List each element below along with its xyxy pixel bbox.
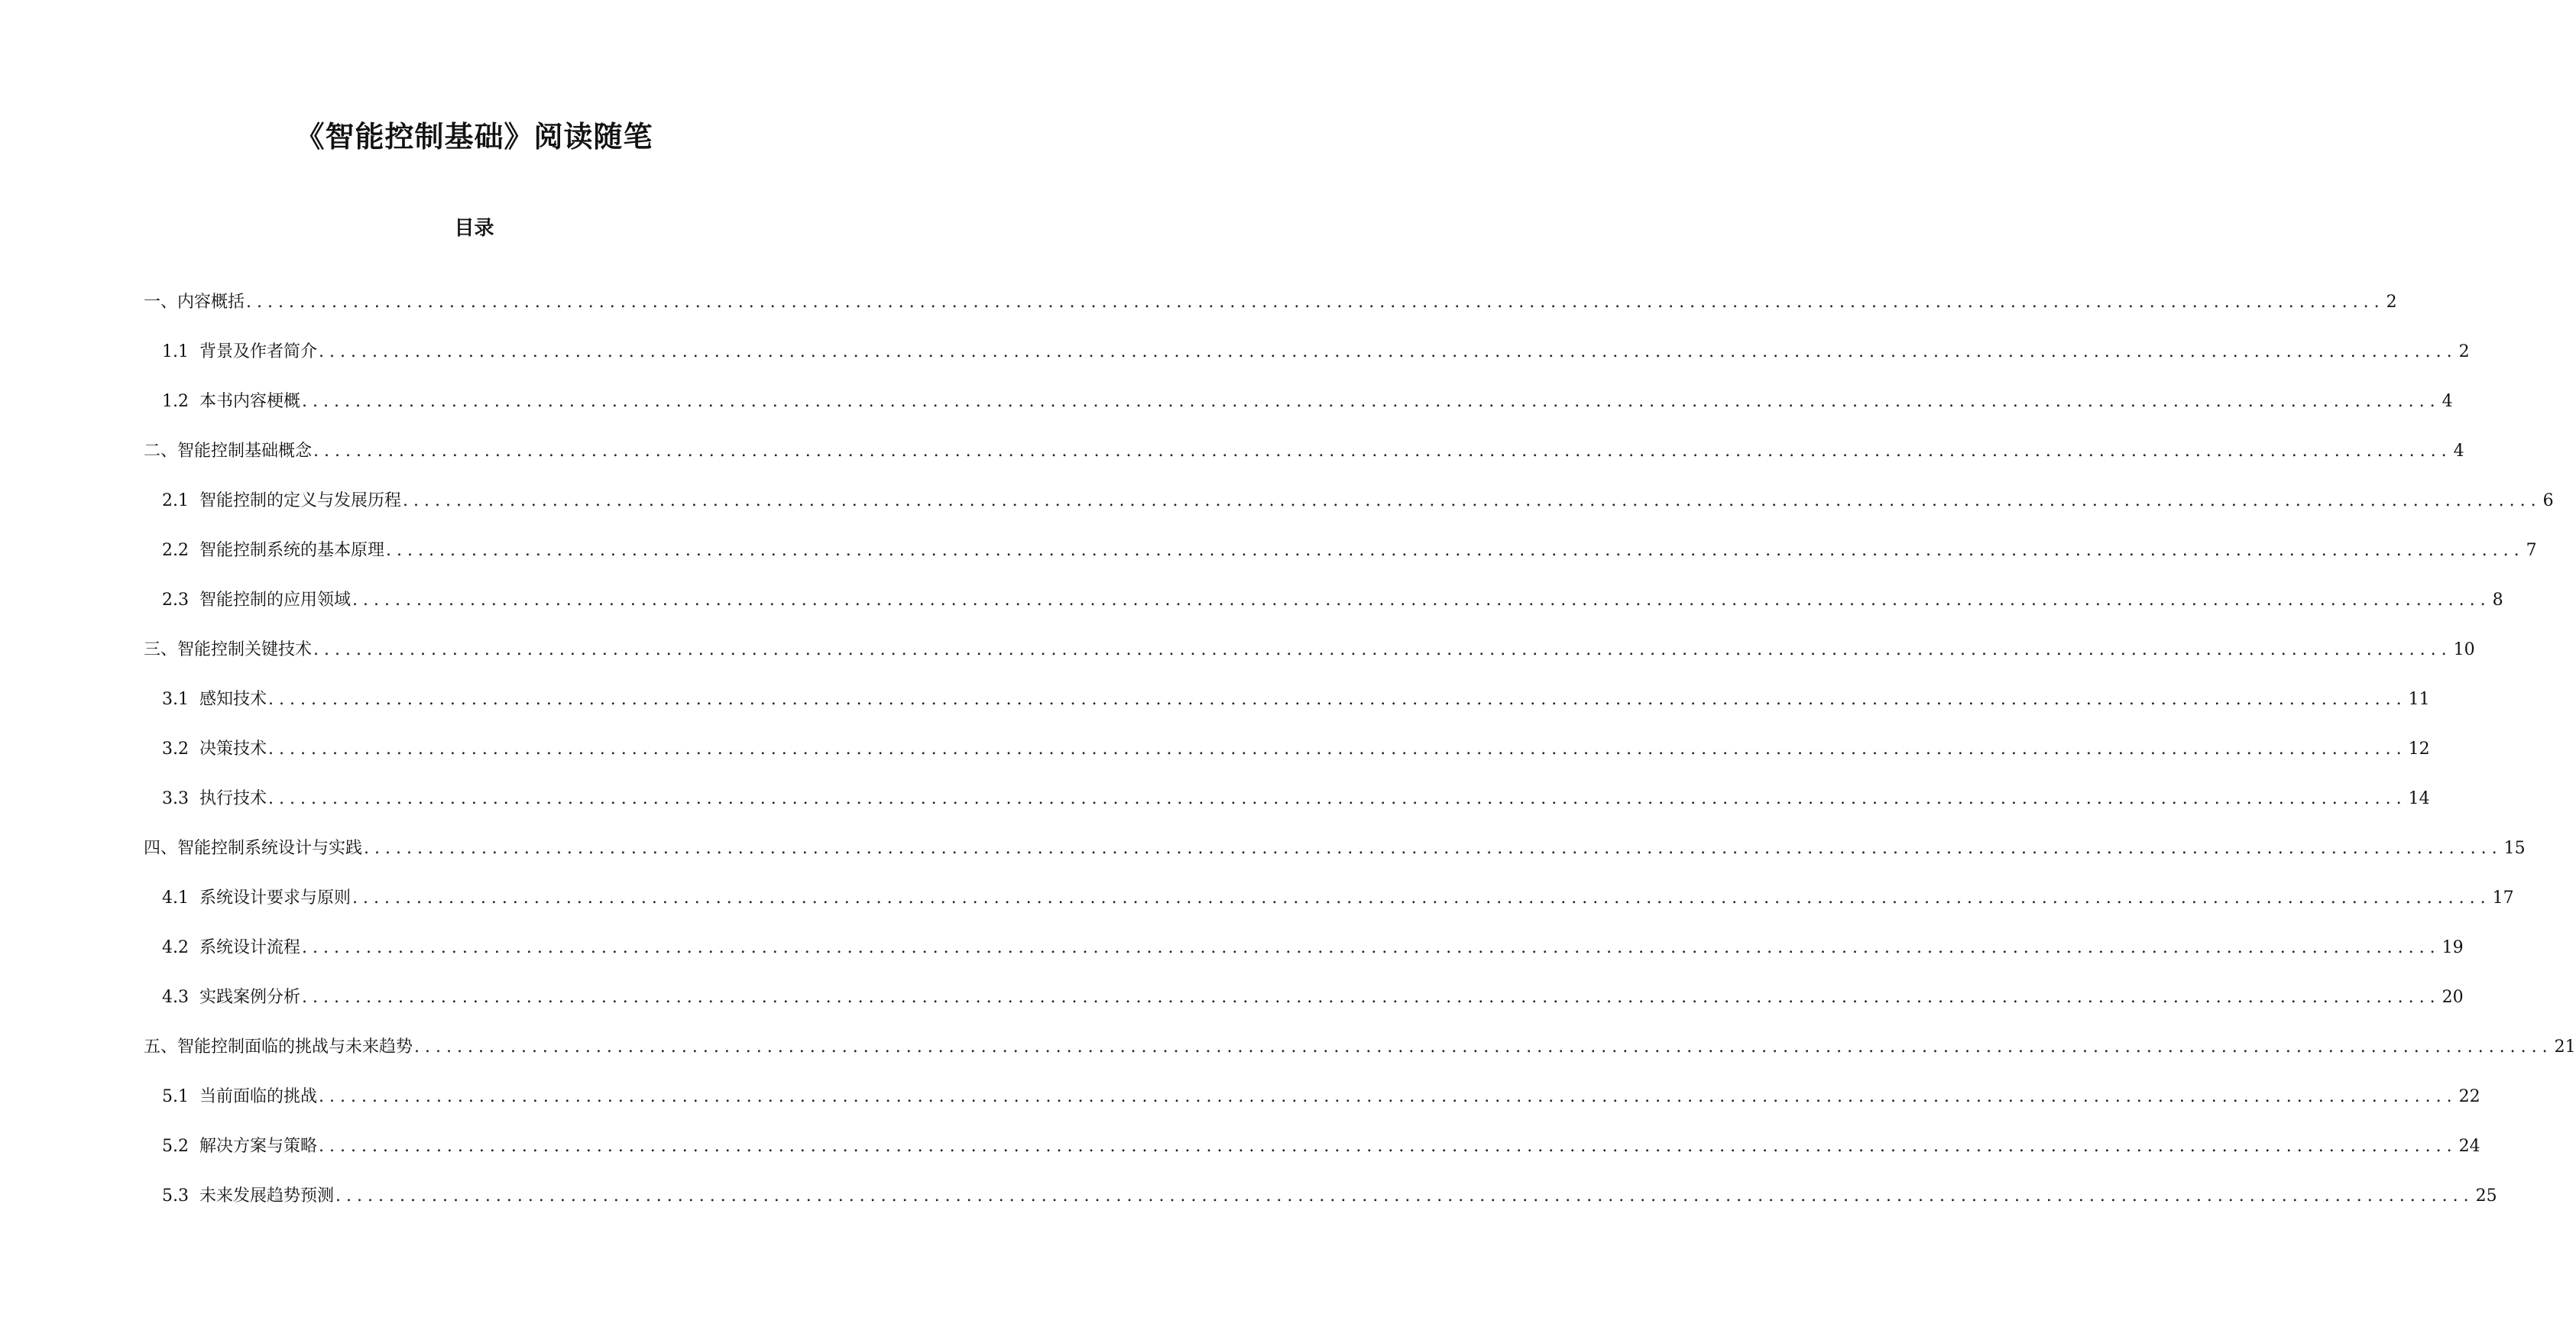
toc-section-link[interactable] (144, 639, 2475, 689)
toc-page-number: 2 (2386, 293, 2397, 312)
toc-dot-leader: ........................................................................................................................................................................................................ (319, 1137, 2458, 1156)
toc-entry-label: 二、智能控制基础概念 (144, 442, 313, 461)
toc-dot-leader: ........................................................................................................................................................................................................ (313, 442, 2452, 461)
toc-section-link[interactable] (144, 838, 2526, 888)
toc-subsection-link[interactable] (162, 888, 2514, 937)
toc-entry-number: 3.1 (162, 690, 189, 709)
toc-page-number: 12 (2408, 740, 2430, 759)
toc-entry-label: 实践案例分析 (199, 988, 301, 1007)
toc-page-number: 10 (2453, 640, 2475, 659)
toc-entry-number: 5.1 (162, 1087, 189, 1106)
toc-page-number: 7 (2526, 541, 2537, 560)
toc-subsection-link[interactable] (162, 689, 2430, 739)
toc-page-number: 19 (2442, 938, 2464, 957)
toc-subsection-link[interactable] (162, 937, 2464, 987)
toc-entry-label: 决策技术 (199, 740, 267, 759)
toc-entry-label: 三、智能控制关键技术 (144, 640, 313, 659)
toc-page-number: 2 (2458, 342, 2470, 361)
toc-dot-leader: ........................................................................................................................................................................................................ (313, 640, 2452, 659)
toc-entry-number: 2.3 (162, 591, 189, 610)
toc-page-number: 22 (2458, 1087, 2480, 1106)
toc-entry-label: 解决方案与策略 (199, 1137, 318, 1156)
toc-page-number: 14 (2408, 789, 2430, 808)
toc-dot-leader: ........................................................................................................................................................................................................ (352, 591, 2491, 610)
toc-dot-leader: ........................................................................................................................................................................................................ (319, 342, 2458, 361)
toc-entry-number: 5.3 (162, 1186, 189, 1206)
toc-dot-leader: ........................................................................................................................................................................................................ (386, 541, 2525, 560)
toc-subsection-link[interactable] (162, 590, 2503, 639)
toc-page-number: 20 (2442, 988, 2464, 1007)
toc-entry-label: 系统设计要求与原则 (199, 888, 352, 908)
toc-entry-number: 4.1 (162, 888, 189, 908)
toc-subsection-link[interactable] (162, 1086, 2480, 1136)
toc-page-number: 24 (2458, 1137, 2480, 1156)
toc-subsection-link[interactable] (162, 391, 2453, 441)
toc-dot-leader: ........................................................................................................................................................................................................ (319, 1087, 2458, 1106)
toc-entry-label: 感知技术 (199, 690, 267, 709)
toc-entry-number: 2.1 (162, 491, 189, 510)
toc-subsection-link[interactable] (162, 987, 2464, 1037)
toc-entry-label: 本书内容梗概 (199, 392, 301, 411)
toc-entry-label: 四、智能控制系统设计与实践 (144, 839, 363, 858)
toc-dot-leader: ........................................................................................................................................................................................................ (268, 789, 2407, 808)
toc-dot-leader: ........................................................................................................................................................................................................ (364, 839, 2503, 858)
toc-entry-label: 执行技术 (199, 789, 267, 808)
toc-subsection-link[interactable] (162, 788, 2430, 838)
toc-entry-number: 4.3 (162, 988, 189, 1007)
toc-dot-leader: ........................................................................................................................................................................................................ (302, 988, 2441, 1007)
table-of-contents (0, 292, 2576, 1235)
toc-entry-label: 当前面临的挑战 (199, 1087, 318, 1106)
toc-page-number: 17 (2492, 888, 2514, 908)
toc-dot-leader: ........................................................................................................................................................................................................ (335, 1186, 2474, 1206)
toc-page-number: 8 (2492, 591, 2503, 610)
toc-entry-number: 1.1 (162, 342, 189, 361)
toc-entry-number: 5.2 (162, 1137, 189, 1156)
toc-entry-label: 系统设计流程 (199, 938, 301, 957)
toc-dot-leader: ........................................................................................................................................................................................................ (246, 293, 2385, 312)
toc-dot-leader: ........................................................................................................................................................................................................ (302, 938, 2441, 957)
toc-entry-label: 智能控制的定义与发展历程 (199, 491, 402, 510)
toc-section-link[interactable] (144, 441, 2464, 490)
toc-page-number: 15 (2503, 839, 2526, 858)
toc-section-link[interactable] (144, 1037, 2576, 1086)
toc-page-number: 6 (2542, 491, 2554, 510)
toc-subsection-link[interactable] (162, 540, 2537, 590)
toc-entry-label: 背景及作者简介 (199, 342, 318, 361)
toc-entry-number: 3.3 (162, 789, 189, 808)
toc-entry-label: 五、智能控制面临的挑战与未来趋势 (144, 1037, 413, 1057)
toc-dot-leader: ........................................................................................................................................................................................................ (268, 740, 2407, 759)
toc-dot-leader: ........................................................................................................................................................................................................ (403, 491, 2542, 510)
toc-entry-label: 一、内容概括 (144, 293, 245, 312)
document-title: 《智能控制基础》阅读随笔 (295, 120, 653, 154)
toc-page-number: 11 (2408, 690, 2430, 709)
toc-subsection-link[interactable] (162, 1186, 2497, 1235)
toc-entry-number: 3.2 (162, 740, 189, 759)
toc-entry-number: 2.2 (162, 541, 189, 560)
toc-page-number: 21 (2554, 1037, 2576, 1057)
toc-subsection-link[interactable] (162, 1136, 2480, 1186)
toc-page-number: 4 (2453, 442, 2464, 461)
toc-section-link[interactable] (144, 292, 2397, 341)
toc-entry-label: 智能控制系统的基本原理 (199, 541, 385, 560)
toc-heading: 目录 (454, 217, 494, 240)
toc-page-number: 4 (2442, 392, 2453, 411)
toc-page-number: 25 (2475, 1186, 2497, 1206)
toc-dot-leader: ........................................................................................................................................................................................................ (268, 690, 2407, 709)
toc-entry-label: 智能控制的应用领域 (199, 591, 352, 610)
toc-subsection-link[interactable] (162, 490, 2554, 540)
toc-subsection-link[interactable] (162, 341, 2470, 391)
toc-entry-number: 4.2 (162, 938, 189, 957)
toc-dot-leader: ........................................................................................................................................................................................................ (414, 1037, 2553, 1057)
toc-dot-leader: ........................................................................................................................................................................................................ (352, 888, 2491, 908)
toc-subsection-link[interactable] (162, 739, 2430, 788)
toc-dot-leader: ........................................................................................................................................................................................................ (302, 392, 2441, 411)
toc-entry-number: 1.2 (162, 392, 189, 411)
toc-entry-label: 未来发展趋势预测 (199, 1186, 335, 1206)
